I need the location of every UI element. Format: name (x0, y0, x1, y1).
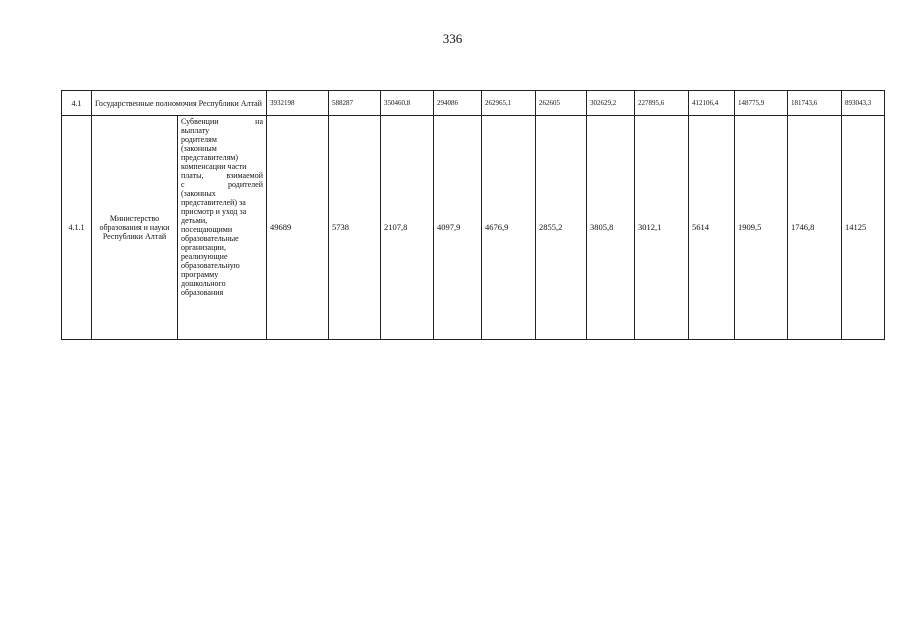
description-line: присмотр и уход за (181, 207, 247, 216)
value-cell: 2107,8 (381, 116, 434, 340)
description-line: организации, (181, 243, 226, 252)
table-row (62, 91, 885, 116)
description-line: образовательную (181, 261, 240, 270)
description-line: дошкольного (181, 279, 226, 288)
row-code: 4.1 (62, 91, 92, 116)
value-cell: 4676,9 (482, 116, 536, 340)
description-line: Субвенции на (181, 117, 263, 126)
value-cell: 49689 (267, 116, 329, 340)
value-cell: 5614 (689, 116, 735, 340)
description-line: (законных (181, 189, 216, 198)
value-cell: 148775,9 (735, 91, 788, 116)
description-line: детьми, (181, 216, 208, 225)
value-cell: 14125 (842, 116, 885, 340)
value-cell: 3932198 (267, 91, 329, 116)
organization-cell: Министерство образования и науки Республики Алтай (92, 116, 178, 340)
value-cell: 5738 (329, 116, 381, 340)
value-cell: 227895,6 (635, 91, 689, 116)
row-name: Государственные полномочия Республики Алтай (92, 91, 267, 116)
value-cell: 3805,8 (587, 116, 635, 340)
budget-table (61, 90, 885, 340)
value-cell: 262965,1 (482, 91, 536, 116)
description-line: посещающими (181, 225, 233, 234)
value-cell: 1909,5 (735, 116, 788, 340)
description-line: компенсации части (181, 162, 247, 171)
description-line: представителям) (181, 153, 238, 162)
value-cell: 294086 (434, 91, 482, 116)
description-line: (законным (181, 144, 217, 153)
description-line: реализующие (181, 252, 228, 261)
description-line: платы, взимаемой (181, 171, 263, 180)
value-cell: 262605 (536, 91, 587, 116)
description-line: родителям (181, 135, 217, 144)
description-line: выплату (181, 126, 210, 135)
description-line: с родителей (181, 180, 263, 189)
value-cell: 4097,9 (434, 116, 482, 340)
description-line: программу (181, 270, 219, 279)
value-cell: 350460,8 (381, 91, 434, 116)
description-cell (178, 116, 267, 340)
description-line: образования (181, 288, 224, 297)
value-cell: 1746,8 (788, 116, 842, 340)
value-cell: 2855,2 (536, 116, 587, 340)
page-number: 336 (442, 31, 463, 46)
description-line: представителей) за (181, 198, 246, 207)
value-cell: 412106,4 (689, 91, 735, 116)
description-line: образовательные (181, 234, 239, 243)
value-cell: 893043,3 (842, 91, 885, 116)
value-cell: 181743,6 (788, 91, 842, 116)
row-code: 4.1.1 (62, 116, 92, 340)
value-cell: 588287 (329, 91, 381, 116)
value-cell: 3012,1 (635, 116, 689, 340)
table-row (62, 116, 885, 340)
value-cell: 302629,2 (587, 91, 635, 116)
